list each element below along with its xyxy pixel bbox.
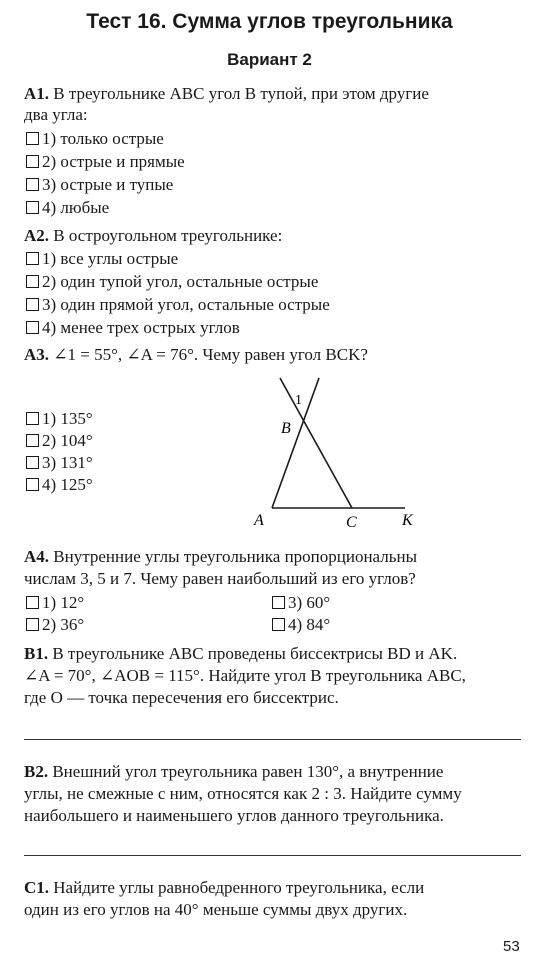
label-c: C bbox=[346, 514, 357, 531]
checkbox[interactable] bbox=[26, 456, 39, 469]
question-b2 bbox=[24, 761, 524, 782]
question-a1-line2: два угла: bbox=[24, 105, 88, 124]
a2-option-3[interactable]: 3) один прямой угол, остальные острые bbox=[26, 294, 330, 315]
a2-option-4[interactable]: 4) менее трех острых углов bbox=[26, 317, 240, 338]
question-a3 bbox=[24, 344, 524, 365]
question-a4-line2: числам 3, 5 и 7. Чему равен наибольший из его углов? bbox=[24, 569, 416, 588]
question-b1-line3: где O — точка пересечения его биссектрис. bbox=[24, 688, 339, 707]
checkbox[interactable] bbox=[272, 618, 285, 631]
checkbox[interactable] bbox=[26, 252, 39, 265]
a4-option-3[interactable]: 3) 60° bbox=[272, 592, 330, 613]
a1-option-1[interactable]: 1) только острые bbox=[26, 128, 164, 149]
question-number: A1. bbox=[24, 84, 50, 103]
a3-option-2[interactable]: 2) 104° bbox=[26, 430, 93, 451]
question-b2-line2: углы, не смежные с ним, относятся как 2 : 3. Найдите сумму bbox=[24, 784, 462, 803]
question-c1-line2: один из его углов на 40° меньше суммы двух других. bbox=[24, 900, 408, 919]
question-b1 bbox=[24, 643, 524, 664]
question-a2 bbox=[24, 225, 524, 246]
label-b: B bbox=[281, 420, 291, 437]
a1-option-2[interactable]: 2) острые и прямые bbox=[26, 151, 185, 172]
checkbox[interactable] bbox=[26, 596, 39, 609]
question-text: Внутренние углы треугольника пропорциональны bbox=[53, 547, 418, 566]
checkbox[interactable] bbox=[26, 155, 39, 168]
question-a4 bbox=[24, 546, 524, 567]
a3-option-3[interactable]: 3) 131° bbox=[26, 452, 93, 473]
answer-line-b1[interactable] bbox=[24, 739, 521, 740]
triangle-figure bbox=[240, 370, 440, 535]
question-number: A2. bbox=[24, 226, 50, 245]
a2-option-1[interactable]: 1) все углы острые bbox=[26, 248, 178, 269]
question-c1 bbox=[24, 877, 524, 898]
line-bc bbox=[280, 378, 352, 508]
answer-line-b2[interactable] bbox=[24, 855, 521, 856]
checkbox[interactable] bbox=[26, 275, 39, 288]
question-number: A4. bbox=[24, 547, 50, 566]
question-number: A3. bbox=[24, 345, 50, 364]
question-b2-line3: наибольшего и наименьшего углов данного треугольника. bbox=[24, 806, 444, 825]
question-number: B1. bbox=[24, 644, 49, 663]
variant-label: Вариант 2 bbox=[227, 50, 312, 69]
checkbox[interactable] bbox=[26, 298, 39, 311]
checkbox[interactable] bbox=[26, 201, 39, 214]
checkbox[interactable] bbox=[272, 596, 285, 609]
question-text: Внешний угол треугольника равен 130°, а внутренние bbox=[52, 762, 444, 781]
checkbox[interactable] bbox=[26, 618, 39, 631]
test-title: Тест 16. Сумма углов треугольника bbox=[86, 10, 453, 33]
checkbox[interactable] bbox=[26, 321, 39, 334]
question-text: Найдите углы равнобедренного треугольника, если bbox=[53, 878, 425, 897]
question-a1 bbox=[24, 83, 524, 104]
checkbox[interactable] bbox=[26, 132, 39, 145]
a4-option-2[interactable]: 2) 36° bbox=[26, 614, 84, 635]
a2-option-2[interactable]: 2) один тупой угол, остальные острые bbox=[26, 271, 318, 292]
checkbox[interactable] bbox=[26, 412, 39, 425]
a3-option-4[interactable]: 4) 125° bbox=[26, 474, 93, 495]
a1-option-3[interactable]: 3) острые и тупые bbox=[26, 174, 173, 195]
question-number: B2. bbox=[24, 762, 49, 781]
a3-option-1[interactable]: 1) 135° bbox=[26, 408, 93, 429]
a4-option-1[interactable]: 1) 12° bbox=[26, 592, 84, 613]
a4-option-4[interactable]: 4) 84° bbox=[272, 614, 330, 635]
checkbox[interactable] bbox=[26, 434, 39, 447]
a1-option-4[interactable]: 4) любые bbox=[26, 197, 109, 218]
checkbox[interactable] bbox=[26, 478, 39, 491]
label-k: K bbox=[402, 512, 413, 529]
question-text: ∠1 = 55°, ∠A = 76°. Чему равен угол BCK? bbox=[53, 345, 368, 364]
label-1: 1 bbox=[295, 393, 302, 408]
label-a: A bbox=[254, 512, 264, 529]
question-text: В треугольнике ABC проведены биссектрисы BD и AK. bbox=[52, 644, 458, 663]
checkbox[interactable] bbox=[26, 178, 39, 191]
question-number: C1. bbox=[24, 878, 50, 897]
question-text: В треугольнике ABC угол B тупой, при этом другие bbox=[53, 84, 429, 103]
question-text: В остроугольном треугольнике: bbox=[53, 226, 283, 245]
page-number: 53 bbox=[503, 938, 520, 955]
question-b1-line2: ∠A = 70°, ∠AOB = 115°. Найдите угол B треугольника ABC, bbox=[24, 666, 466, 685]
